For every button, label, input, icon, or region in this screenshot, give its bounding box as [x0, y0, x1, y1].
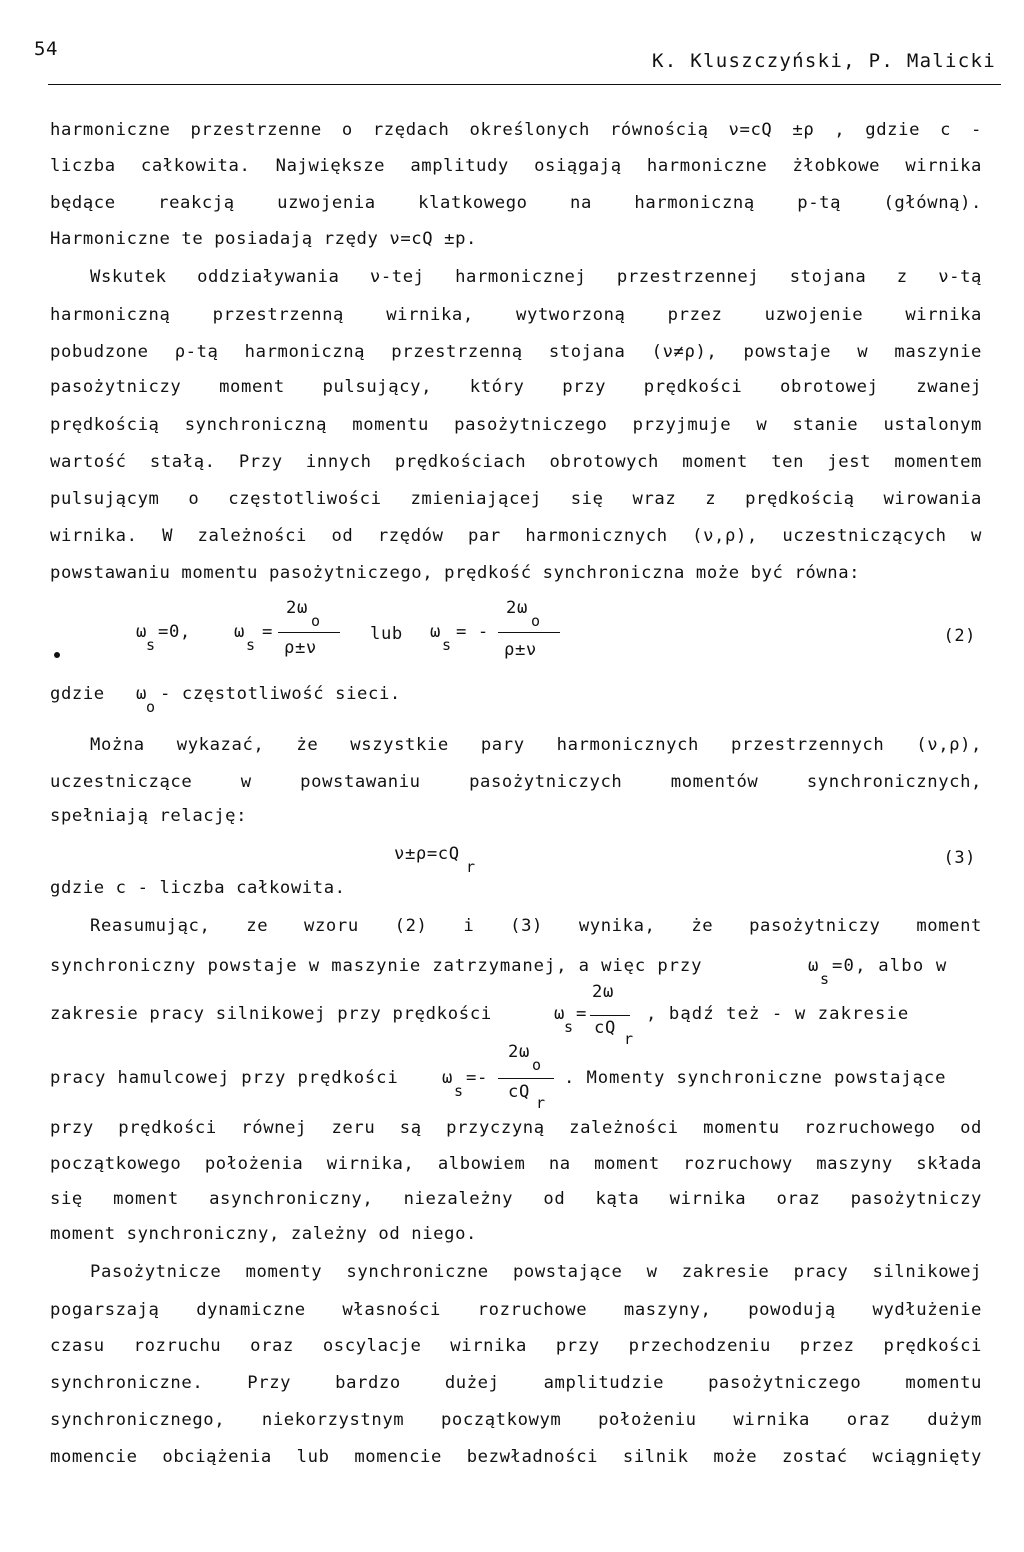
- text-line: moment synchroniczny, zależny od niego.: [50, 1224, 477, 1244]
- text-line: wartość stałą. Przy innych prędkościach obrotowych moment ten jest momentem: [50, 452, 982, 472]
- text-line: synchroniczne. Przy bardzo dużej amplitudzie pasożytniczego momentu: [50, 1373, 982, 1393]
- equation-number: (3): [943, 848, 976, 868]
- fraction-bar: [278, 632, 340, 633]
- text-line: harmoniczną przestrzenną wirnika, wytworzoną przez uzwojenie wirnika: [50, 305, 982, 325]
- fraction-bar: [498, 1078, 554, 1079]
- text-line: synchronicznego, niekorzystnym początkowym położeniu wirnika oraz dużym: [50, 1410, 982, 1430]
- text-line: pulsującym o częstotliwości zmieniającej się wraz z prędkością wirowania: [50, 489, 982, 509]
- header-rule: [48, 84, 1001, 85]
- text-line: pobudzone ρ-tą harmoniczną przestrzenną stojana (ν≠ρ), powstaje w maszynie: [50, 342, 982, 362]
- page-number: 54: [34, 38, 59, 60]
- equation-number: (2): [943, 626, 976, 646]
- text-line: momencie obciążenia lub momencie bezwładności silnik może zostać wciągnięty: [50, 1447, 982, 1467]
- fraction-bar: [590, 1015, 630, 1016]
- text-line: się moment asynchroniczny, niezależny od kąta wirnika oraz pasożytniczy: [50, 1189, 982, 1209]
- text-line: pogarszają dynamiczne własności rozruchowe maszyny, powodują wydłużenie: [50, 1300, 982, 1320]
- text-line: pasożytniczy moment pulsujący, który przy prędkości obrotowej zwanej: [50, 377, 982, 397]
- fraction-bar: [498, 632, 560, 633]
- text-line: harmoniczne przestrzenne o rzędach określonych równością ν=cQ ±ρ , gdzie c -: [50, 120, 982, 140]
- text-line: Reasumując, ze wzoru (2) i (3) wynika, że pasożytniczy moment: [90, 916, 982, 936]
- text-line: Harmoniczne te posiadają rzędy ν=cQ ±p.: [50, 229, 477, 249]
- running-header-authors: K. Kluszczyński, P. Malicki: [652, 50, 996, 72]
- text-line: Pasożytnicze momenty synchroniczne powstające w zakresie pracy silnikowej: [90, 1262, 982, 1282]
- text-line: czasu rozruchu oraz oscylacje wirnika przy przechodzeniu przez prędkości: [50, 1336, 982, 1356]
- text-line: Wskutek oddziaływania ν-tej harmonicznej przestrzennej stojana z ν-tą: [90, 267, 982, 287]
- text-line: spełniają relację:: [50, 806, 248, 826]
- document-page: 54 K. Kluszczyński, P. Malicki harmoniczne przestrzenne o rzędach określonych równością ν=cQ ±ρ , gdzie c - liczba całkowita. Największe amplitudy osiągają harmoniczne żłobkowe wirnika będące reakcją uzwojenia klatkowego na harmoniczną p-tą (główną). Harmoniczne te posiadają rzędy ν=cQ ±p. Wskutek oddziaływania ν-tej harmonicznej przestrzennej stojana z ν-tą harmoniczną przestrzenną wirnika, wytworzoną przez uzwojenie wirnika pobudzone ρ-tą harmoniczną przestrzenną stojana (ν≠ρ), powstaje w maszynie pasożytniczy moment pulsujący, który przy prędkości obrotowej zwanej prędkością synchroniczną momentu pasożytniczego przyjmuje w stanie ustalonym wartość stałą. Przy innych prędkościach obrotowych moment ten jest momentem pulsującym o częstotliwości zmieniającej się wraz z prędkością wirowania wirnika. W zależności od rzędów par harmonicznych (ν,ρ), uczestniczących w powstawaniu momentu pasożytniczego, prędkość synchroniczna może być równa: ω s =0, ω s = 2ω o ρ±ν lub ω s = - 2ω o ρ±ν (2) gdzie ω o - częstotliwość sieci. Można wykazać, że wszystkie pary harmonicznych przestrzennych (ν,ρ), uczestniczące w powstawaniu pasożytniczych momentów synchronicznych, spełniają relację: ν±ρ=cQ r (3) gdzie c - liczba całkowita. Reasumując, ze wzoru (2) i (3) wynika, że pasożytniczy moment synchroniczny powstaje w maszynie zatrzymanej, a więc przy ω s =0, albo w zakresie pracy silnikowej przy prędkości ω s = 2ω cQ r , bądź też - w zakresie pracy hamulcowej przy prędkości ω s =- 2ω o cQ r . Momenty synchroniczne powstające przy prędkości równej zeru są przyczyną zależności momentu rozruchowego od początkowego położenia wirnika, albowiem na moment rozruchowy maszyny składa się moment asynchroniczny, niezależny od kąta wirnika oraz pasożytniczy moment synchroniczny, zależny od niego. Pasożytnicze momenty synchroniczne powstające w zakresie pracy silnikowej pogarszają dynamiczne własności rozruchowe maszyny, powodują wydłużenie czasu rozruchu oraz oscylacje wirnika przy przechodzeniu przez prędkości synchroniczne. Przy bardzo dużej amplitudzie pasożytniczego momentu synchronicznego, niekorzystnym początkowym położeniu wirnika oraz dużym momencie obciążenia lub momencie bezwładności silnik może zostać wciągnięty: [0, 0, 1024, 1552]
- text-line: przy prędkości równej zeru są przyczyną zależności momentu rozruchowego od: [50, 1118, 982, 1138]
- text-line: początkowego położenia wirnika, albowiem na moment rozruchowy maszyny składa: [50, 1154, 982, 1174]
- text-line: prędkością synchroniczną momentu pasożytniczego przyjmuje w stanie ustalonym: [50, 415, 982, 435]
- text-line: liczba całkowita. Największe amplitudy osiągają harmoniczne żłobkowe wirnika: [50, 156, 982, 176]
- text-line: uczestniczące w powstawaniu pasożytniczych momentów synchronicznych,: [50, 772, 982, 792]
- text-line: powstawaniu momentu pasożytniczego, prędkość synchroniczna może być równa:: [50, 563, 861, 583]
- bullet-dot: [54, 652, 60, 658]
- text-line: wirnika. W zależności od rzędów par harmonicznych (ν,ρ), uczestniczących w: [50, 526, 982, 546]
- text-line: Można wykazać, że wszystkie pary harmonicznych przestrzennych (ν,ρ),: [90, 735, 982, 755]
- text-line: będące reakcją uzwojenia klatkowego na harmoniczną p-tą (główną).: [50, 193, 982, 213]
- text-line: gdzie c - liczba całkowita.: [50, 878, 346, 898]
